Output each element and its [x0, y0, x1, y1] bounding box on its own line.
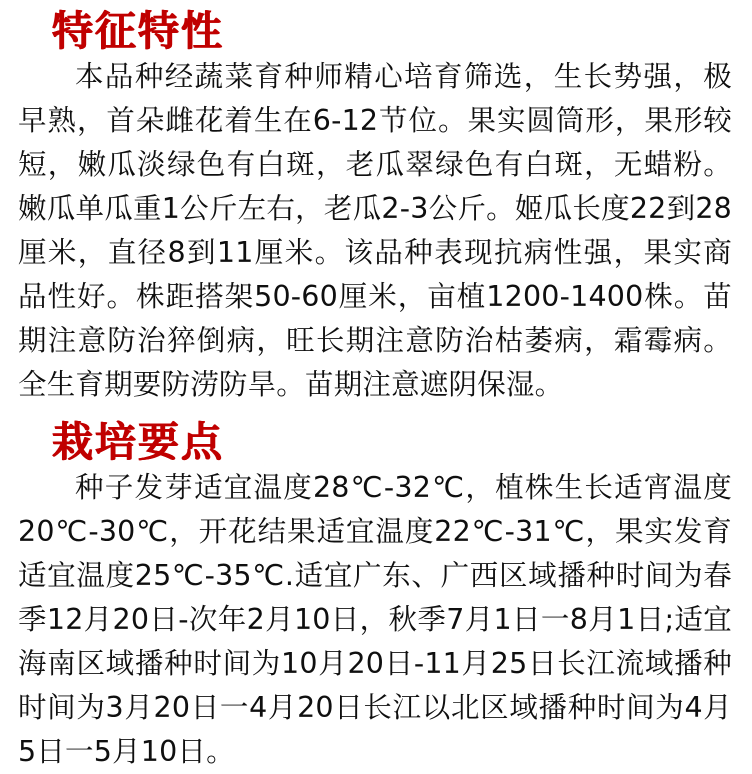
section-feature-characteristics [14, 7, 738, 407]
section-paragraph-feature-characteristics: 本品种经蔬菜育种师精心培育筛选，生长势强，极早熟，首朵雌花着生在6-12节位。果实圆筒形，果形较短，嫩瓜淡绿色有白斑，老瓜翠绿色有白斑，无蜡粉。嫩瓜单瓜重1公斤左右，老瓜2-3公斤。姬瓜长度22到28厘米，直径8到11厘米。该品种表现抗病性强，果实商品性好。株距搭架50-60厘米，亩植1200-1400株。苗期注意防治猝倒病，旺长期注意防治枯萎病，霜霉病。全生育期要防涝防旱。苗期注意遮阴保湿。 [18, 60, 732, 402]
section-heading-cultivation-points: 栽培要点 [52, 418, 224, 467]
section-heading-feature-characteristics: 特征特性 [52, 7, 224, 55]
section-cultivation-points [14, 418, 738, 774]
section-paragraph-cultivation-points: 种子发芽适宜温度28℃-32℃，植株生长适宵温度20℃-30℃，开花结果适宜温度22℃-31℃，果实发育适宜温度25℃-35℃.适宜广东、广西区域播种时间为春季12月20日-次年2月10日，秋季7月1日一8月1日;适宜海南区域播种时间为10月20日-11月25日长江流域播种时间为3月20日一4月20日长江以北区域播种时间为4月5日一5月10日。 [18, 471, 732, 769]
